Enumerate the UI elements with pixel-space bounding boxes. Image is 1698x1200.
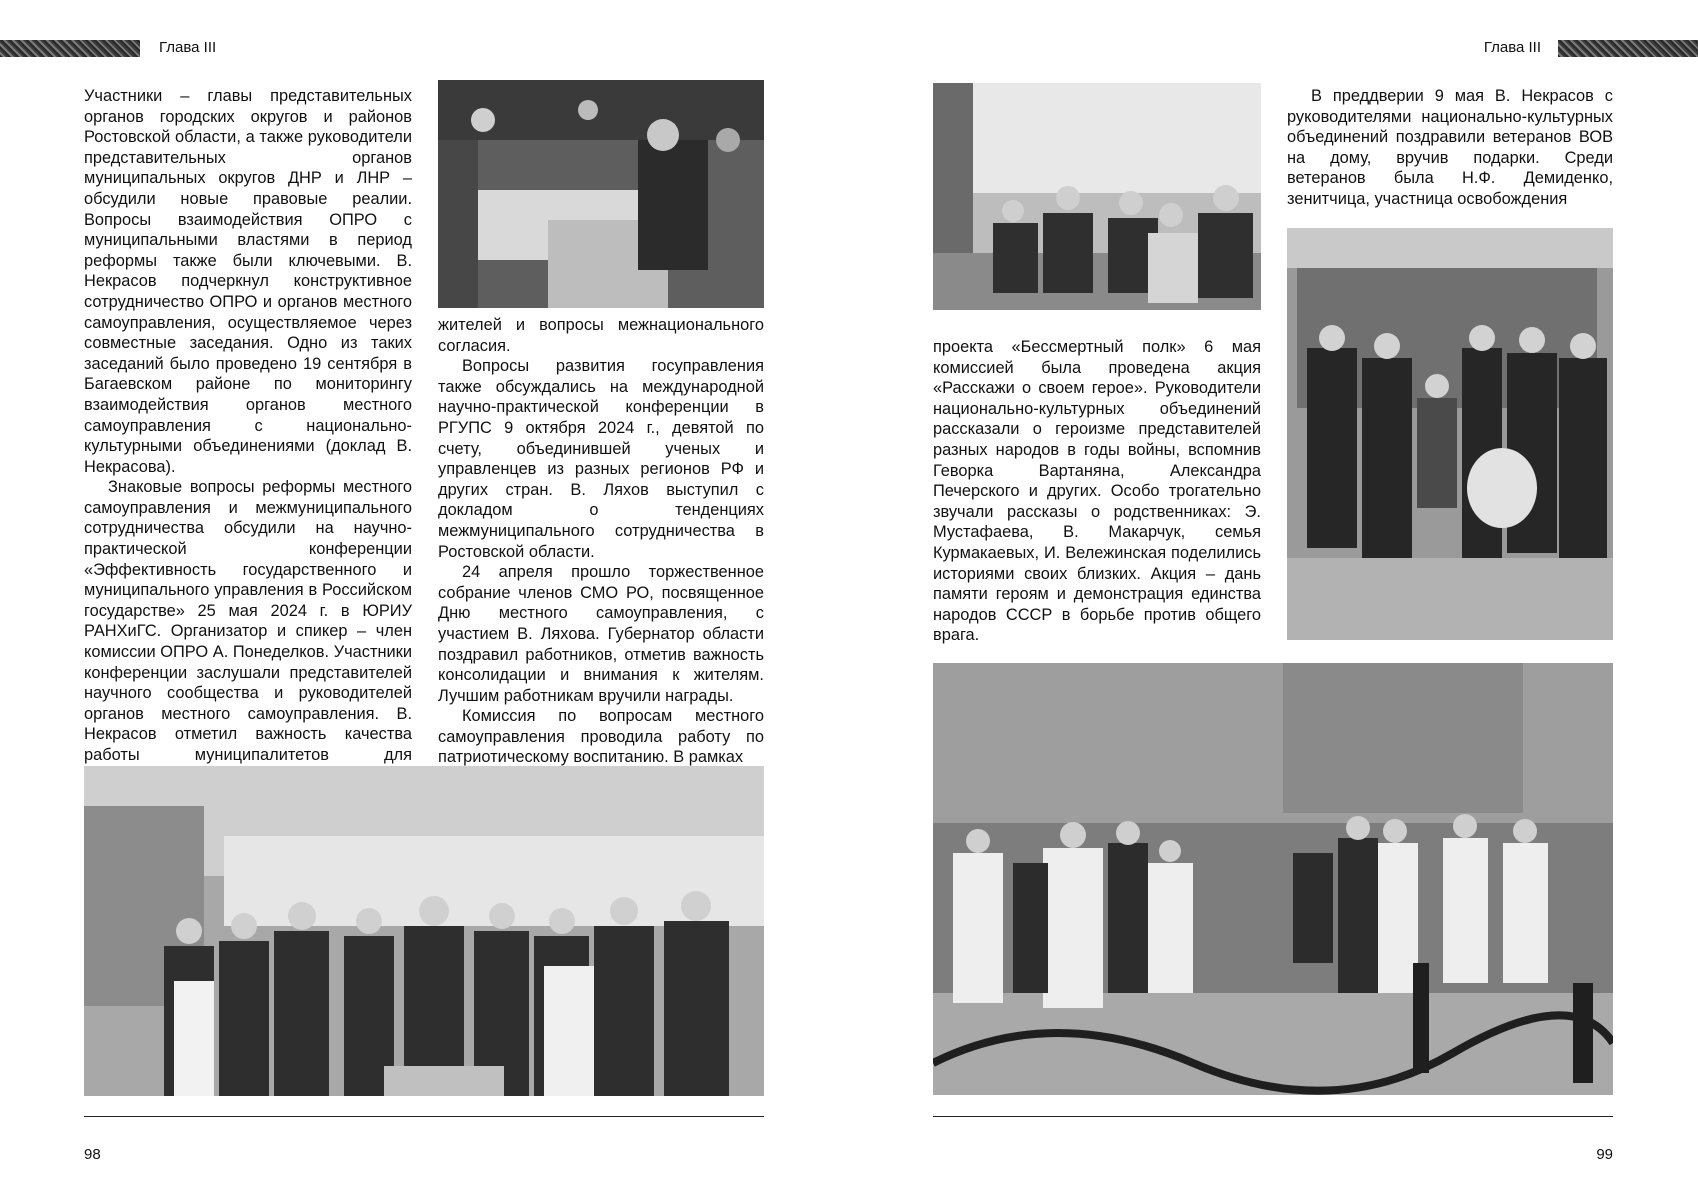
chapter-label: Глава III <box>159 39 217 56</box>
paragraph: Комиссия по вопросам местного самоуправления проводила работу по патриотическому воспитанию. В рамках <box>438 707 764 767</box>
photo-outdoor-memorial <box>933 663 1613 1095</box>
paragraph: В преддверии 9 мая В. Некрасов с руководителями национально-культурных объединений поздравили ветеранов ВОВ на дому, вручив подарки. Среди ветеранов была Н.Ф. Демиденко, зенитчица, участница освобождения <box>1287 87 1613 208</box>
footer-rule <box>933 1116 1613 1117</box>
text-column-top-right <box>1287 86 1613 210</box>
chapter-decor-bar <box>1558 40 1698 57</box>
paragraph: Вопросы развития госуправления также обсуждались на международной научно-практической конференции в РГУПС 9 октября 2024 г., девятой по счету, объединившей ученых и управленцев из разных регионов РФ и других стран. В. Ляхов выступил с докладом о тенденциях межмуниципального сотрудничества в Ростовской области. <box>438 357 764 561</box>
text-column-left <box>933 337 1261 646</box>
paragraph: Участники – главы представительных органов городских округов и районов Ростовской области, а также руководители представительных органов муниципальных округов ДНР и ЛНР – обсудили новые правовые реалии. Вопросы взаимодействия ОПРО с муниципальными властями в период реформы также были ключевыми. В. Некрасов подчеркнул конструктивное сотрудничество ОПРО и органов местного самоуправления, осуществляемое через совместные заседания. Одно из таких заседаний было проведено 19 сентября в Багаевском районе по мониторингу взаимодействия органов местного самоуправления с национально-культурными объединениями (доклад В. Некрасова). <box>84 87 412 476</box>
paragraph: проекта «Бессмертный полк» 6 мая комиссией была проведена акция «Расскажи о своем герое». Руководители национально-культурных объединений рассказали о героизме представителей разных народов в годы войны, вспомнив Геворка Вартаняна, Александра Печерского и других. Особо трогательно звучали рассказы о родственниках: Э. Мустафаева, В. Макарчук, семья Курмакаевых, И. Вележинская поделились историями своих близких. Акция – дань памяти героям и демонстрация единства народов СССР в борьбе против общего врага. <box>933 338 1261 645</box>
text-column-2 <box>438 315 764 768</box>
paragraph: 24 апреля прошло торжественное собрание членов СМО РО, посвященное Дню местного самоуправления, с участием В. Ляхова. Губернатор области поздравил работников, отметив важность консолидации и внимания к жителям. Лучшим работникам вручили награды. <box>438 563 764 705</box>
chapter-label: Глава III <box>1483 39 1541 56</box>
chapter-decor-bar <box>0 40 140 57</box>
photo-veteran-visit <box>1287 228 1613 640</box>
photo-group-ceremony <box>84 766 764 1096</box>
photo-meeting-table <box>933 83 1261 310</box>
footer-rule <box>84 1116 764 1117</box>
text-column-1 <box>84 86 412 786</box>
page-number: 98 <box>84 1146 101 1163</box>
paragraph: Знаковые вопросы реформы местного самоуправления и межмуниципального сотрудничества обсудили на научно-практической конференции «Эффективность государственного и муниципального управления в Российском государстве» 25 мая 2024 г. в ЮРИУ РАНХиГС. Организатор и спикер – член комиссии ОПРО А. Понеделков. Участники конференции заслушали представителей научного сообщества и руководителей органов местного самоуправления. В. Некрасов отметил важность качества работы муниципалитетов для <box>84 478 412 764</box>
paragraph: жителей и вопросы межнационального согласия. <box>438 316 764 355</box>
right-page <box>849 0 1698 1200</box>
photo-conference-speaker <box>438 80 764 308</box>
page-number: 99 <box>1596 1146 1613 1163</box>
